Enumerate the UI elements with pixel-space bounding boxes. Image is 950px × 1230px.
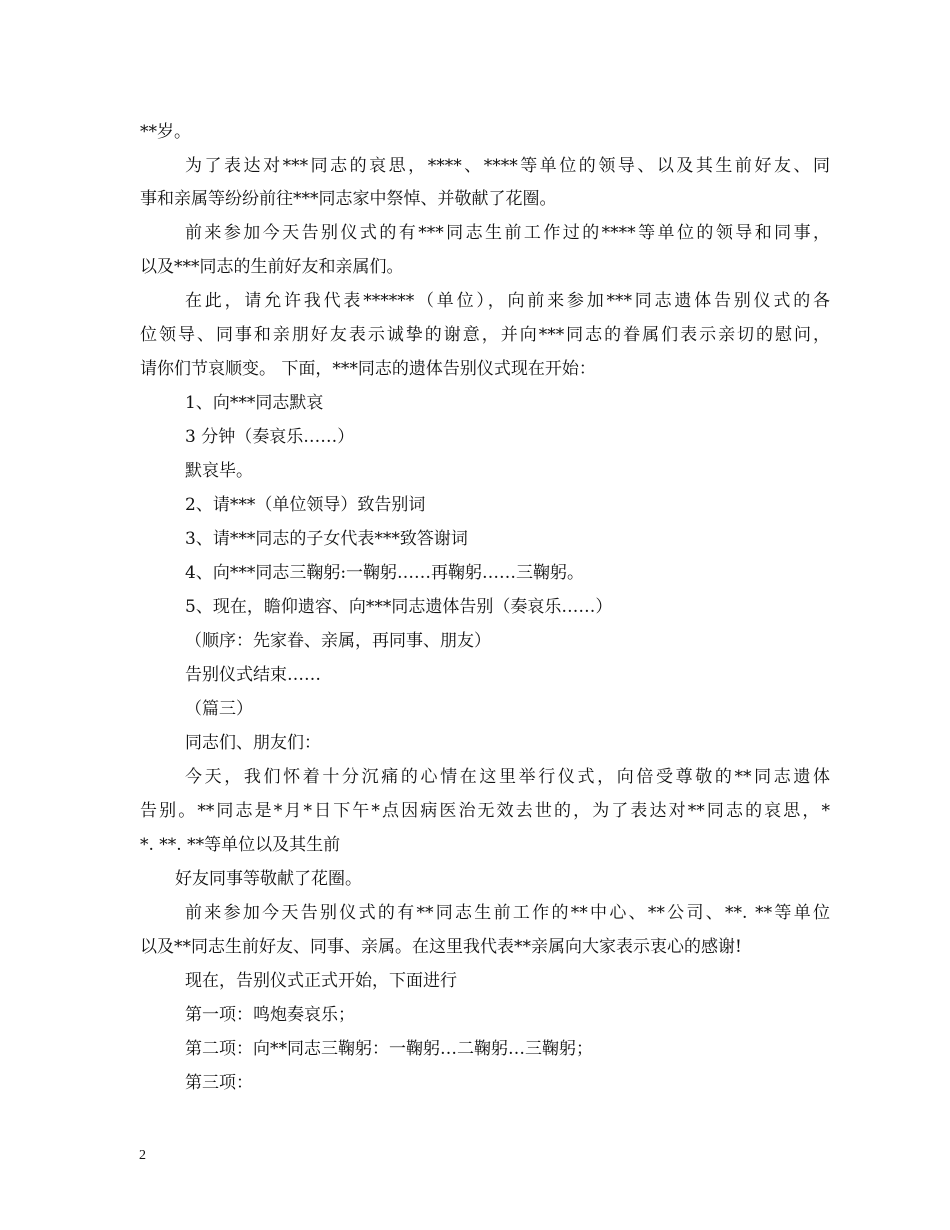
list-item: 4、向***同志三鞠躬:一鞠躬……再鞠躬……三鞠躬。	[185, 563, 585, 583]
list-item: 3 分钟（奏哀乐……）	[185, 427, 355, 447]
list-item: 第二项：向**同志三鞠躬：一鞠躬…二鞠躬…三鞠躬；	[185, 1039, 593, 1059]
page-number: 2	[139, 1148, 146, 1163]
paragraph-line: 今天，我们怀着十分沉痛的心情在这里举行仪式，向倍受尊敬的**同志遗体	[185, 767, 830, 787]
list-item: 2、请***（单位领导）致告别词	[185, 495, 426, 515]
paragraph-line: 好友同事等敬献了花圈。	[175, 869, 362, 889]
list-item: 5、现在，瞻仰遗容、向***同志遗体告别（奏哀乐……）	[185, 597, 613, 617]
paragraph-line: 为了表达对***同志的哀思，****、****等单位的领导、以及其生前好友、同	[185, 156, 830, 176]
paragraph-line: 事和亲属等纷纷前往***同志家中祭悼、并敬献了花圈。	[140, 189, 557, 209]
section-heading: （篇三）	[185, 699, 253, 719]
list-item: 第一项：鸣炮奏哀乐；	[185, 1005, 355, 1025]
paragraph-line: 请你们节哀顺变。 下面，***同志的遗体告别仪式现在开始：	[140, 359, 596, 379]
list-item: 告别仪式结束……	[185, 665, 321, 685]
paragraph-line: 现在，告别仪式正式开始，下面进行	[185, 971, 457, 991]
list-item: 第三项：	[185, 1073, 253, 1093]
paragraph-line: 告别。**同志是*月*日下午*点因病医治无效去世的，为了表达对**同志的哀思，*	[140, 801, 830, 821]
paragraph-line: 前来参加今天告别仪式的有**同志生前工作的**中心、**公司、**. **等单位	[185, 903, 830, 923]
paragraph-line: 位领导、同事和亲朋好友表示诚挚的谢意，并向***同志的眷属们表示亲切的慰问，	[140, 325, 830, 345]
paragraph-line: **岁。	[140, 122, 191, 142]
paragraph-line: *. **. **等单位以及其生前	[140, 835, 341, 855]
list-item: 1、向***同志默哀	[185, 393, 324, 413]
paragraph-line: 以及**同志生前好友、同事、亲属。在这里我代表**亲属向大家表示衷心的感谢!	[140, 937, 742, 957]
paragraph-line: 以及***同志的生前好友和亲属们。	[140, 257, 404, 277]
paragraph-line: 前来参加今天告别仪式的有***同志生前工作过的****等单位的领导和同事，	[185, 223, 830, 243]
list-item: 3、请***同志的子女代表***致答谢词	[185, 529, 468, 549]
salutation: 同志们、朋友们：	[185, 733, 321, 753]
list-item: （顺序：先家眷、亲属，再同事、朋友）	[185, 631, 491, 651]
list-item: 默哀毕。	[185, 461, 253, 481]
paragraph-line: 在此，请允许我代表******（单位），向前来参加***同志遗体告别仪式的各	[185, 291, 830, 311]
